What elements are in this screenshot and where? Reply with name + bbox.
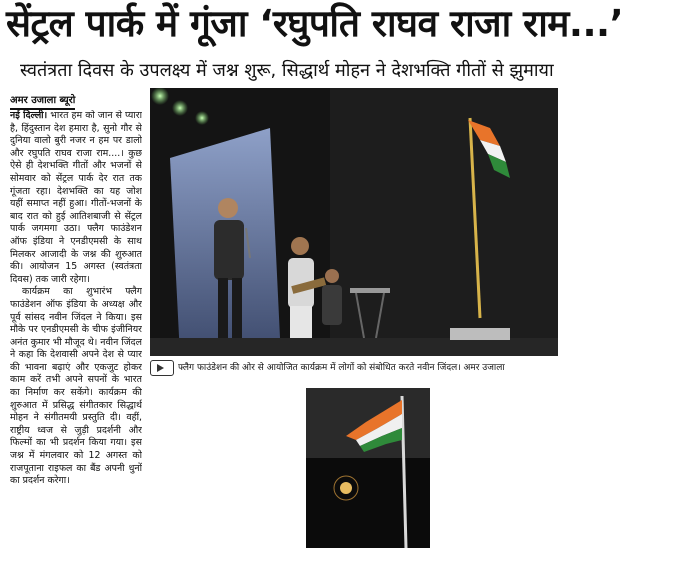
stage-photo-illustration — [150, 88, 558, 356]
flag-photo — [306, 388, 430, 548]
article-paragraph — [10, 286, 142, 488]
dateline: नई दिल्ली। — [10, 110, 48, 121]
subheadline: स्वतंत्रता दिवस के उपलक्ष्य में जश्न शुरू, सिद्धार्थ मोहन ने देशभक्ति गीतों से झुमाया — [20, 60, 554, 81]
article-paragraph — [10, 110, 142, 286]
byline: अमर उजाला ब्यूरो — [10, 92, 75, 110]
photo-caption-text: फ्लैग फाउंडेशन की ओर से आयोजित कार्यक्रम में लोगों को संबोधित करते नवीन जिंदल। अमर उजाला — [178, 363, 505, 373]
flag-photo-illustration — [306, 388, 430, 548]
article-body — [10, 110, 142, 550]
headline: सेंट्रल पार्क में गूंजा ‘रघुपति राघव राजा राम...’ — [6, 2, 624, 45]
article-paragraph-text: भारत हम को जान से प्यारा है, हिंदुस्तान देश हमारा है, सुनो गौर से दुनिया वालो बुरी नजर न हम पर डालो और रघुपति राघव राजा राम....। कुछ ऐसे ही देशभक्ति गीतों और भजनों से सोमवार को सेंट्रल पार्क देर रात तक गूंजता रहा। देशभक्ति का यह जोश यहीं समाप्त नहीं हुआ। गीतों-भजनों के बाद रात को हुई आतिशबाजी से सेंट्रल पार्क जगमगा उठा। फ्लैग फाउंडेशन ऑफ इंडिया ने एनडीएमसी के साथ मिलकर आजादी के जश्न की शुरुआत की। आयोजन 15 अगस्त (स्वतंत्रता दिवस) तक जारी रहेगा। — [10, 110, 142, 285]
photo-caption — [150, 360, 558, 376]
stage-photo — [150, 88, 558, 356]
article-paragraph-text: कार्यक्रम का शुभारंभ फ्लैग फाउंडेशन ऑफ इंडिया के अध्यक्ष और पूर्व सांसद नवीन जिंदल ने किया। इस मौके पर एनडीएमसी के चीफ इंजीनियर अनंत कुमार भी मौजूद थे। नवीन जिंदल ने कहा कि देशवासी अपने देश से प्यार की भावना बढ़ाएं और एकजुट होकर काम करें तभी अपने सपनों के भारत का निर्माण कर सकेंगे। कार्यक्रम की शुरुआत में प्रसिद्ध संगीतकार सिद्धार्थ मोहन ने संगीतमयी प्रस्तुति दी। वहीं, राष्ट्रीय ध्वज से जुड़ी प्रदर्शनी और फिल्मों का भी प्रदर्शन किया गया। इस जश्न में मंगलवार को 12 अगस्त को राजपूताना राइफल का बैंड अपनी धुनों का प्रदर्शन करेगा। — [10, 286, 142, 487]
caption-arrow-icon — [150, 360, 174, 376]
